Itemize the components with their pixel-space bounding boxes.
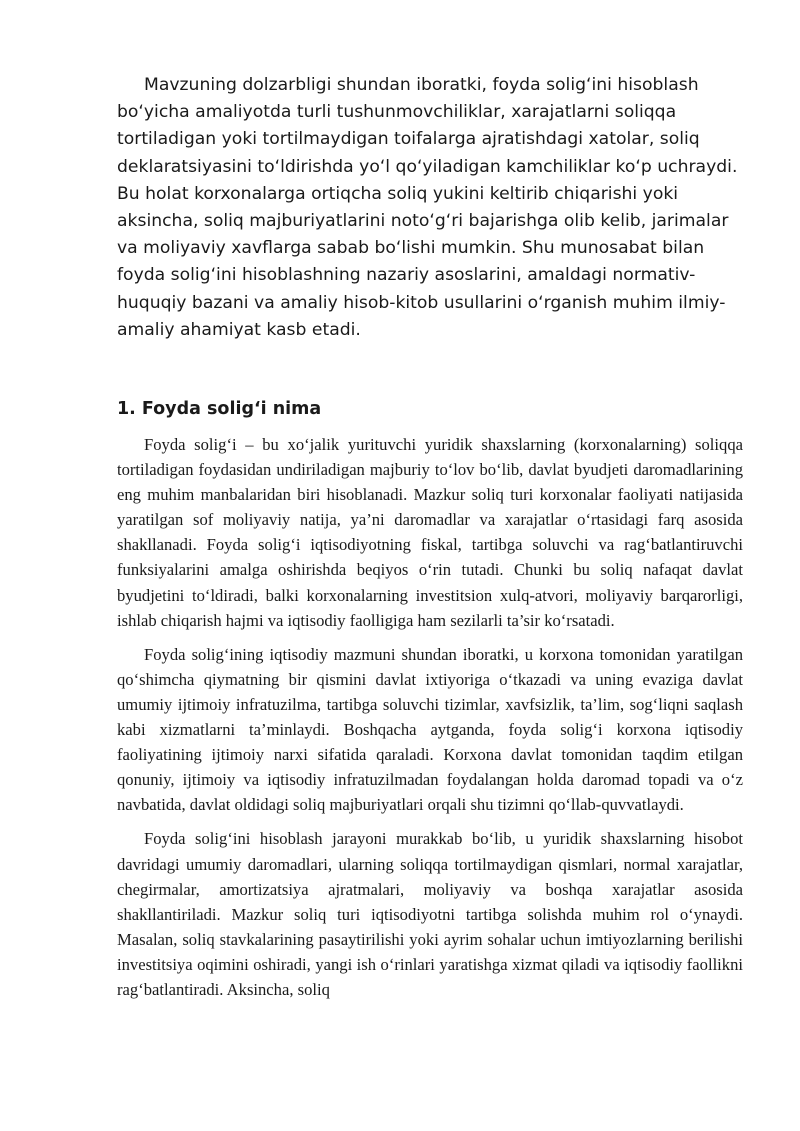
body-paragraph: Foyda solig‘ining iqtisodiy mazmuni shundan iboratki, u korxona tomonidan yaratilgan qo‘shimcha qiymatning bir qismini davlat ixtiyoriga o‘tkazadi va uning evaziga davlat umumiy ijtimoiy infratuzilma, tartibga soluvchi tizimlar, xavfsizlik, ta’lim, sog‘liqni saqlash kabi xizmatlarni ta’minlaydi. Boshqacha aytganda, foyda solig‘i korxona iqtisodiy faoliyatining ijtimoiy narxi sifatida qaraladi. Korxona davlat tomonidan taqdim etilgan qonuniy, ijtimoiy va iqtisodiy infratuzilmadan foydalangan holda daromad topadi va o‘z navbatida, davlat oldidagi soliq majburiyatlari orqali shu tizimni qo‘llab-quvvatlaydi. bbox=[117, 644, 743, 815]
body-paragraph: Foyda solig‘i – bu xo‘jalik yurituvchi yuridik shaxslarning (korxonalarning) soliqqa tortiladigan foydasidan undiriladigan majburiy to‘lov bo‘lib, davlat byudjeti daromadlarining eng muhim manbalaridan biri hisoblanadi. Mazkur soliq turi korxonalar faoliyati natijasida yaratilgan sof moliyaviy natija, ya’ni daromadlar va xarajatlar o‘rtasidagi farq asosida shakllanadi. Foyda solig‘i iqtisodiyotning fiskal, tartibga soluvchi va rag‘batlantiruvchi funksiyalarini amalga oshirishda beqiyos o‘rin tutadi. Chunki bu soliq nafaqat davlat byudjetini to‘ldiradi, balki korxonalarning investitsion xulq-atvori, moliyaviy barqarorligi, ishlab chiqarish hajmi va iqtisodiy faolligiga ham sezilarli ta’sir ko‘rsatadi. bbox=[117, 435, 743, 630]
section-title: 1. Foyda solig‘i nima bbox=[117, 399, 322, 419]
section-body bbox=[117, 432, 743, 1011]
body-paragraph: Foyda solig‘ini hisoblash jarayoni murakkab bo‘lib, u yuridik shaxslarning hisobot davridagi umumiy daromadlari, ularning soliqqa tortilmaydigan qismlari, normal xarajatlar, chegirmalar, amortizatsiya ajratmalari, moliyaviy va boshqa xarajatlar asosida shakllantiriladi. Mazkur soliq turi iqtisodiyotni tartibga solishda muhim rol o‘ynaydi. Masalan, soliq stavkalarining pasaytirilishi yoki ayrim sohalar uchun imtiyozlarning berilishi investitsiya oqimini oshiradi, yangi ish o‘rinlari yaratishga xizmat qiladi va iqtisodiy faollikni rag‘batlantiradi. Aksincha, soliq bbox=[117, 829, 743, 999]
intro-paragraph: Mavzuning dolzarbligi shundan iboratki, foyda solig‘ini hisoblash bo‘yicha amaliyotda turli tushunmovchiliklar, xarajatlarni soliqqa tortiladigan yoki tortilmaydigan toifalarga ajratishdagi xatolar, soliq deklaratsiyasini to‘ldirishda yo‘l qo‘yiladigan kamchiliklar ko‘p uchraydi. Bu holat korxonalarga ortiqcha soliq yukini keltirib chiqarishi yoki aksincha, soliq majburiyatlarini noto‘g‘ri bajarishga olib kelib, jarimalar va moliyaviy xavflarga sabab bo‘lishi mumkin. Shu munosabat bilan foyda solig‘ini hisoblashning nazariy asoslarini, amaldagi normativ-huquqiy bazani va amaliy hisob-kitob usullarini o‘rganish muhim ilmiy-amaliy ahamiyat kasb etadi. bbox=[117, 75, 738, 340]
document-page bbox=[117, 72, 743, 999]
